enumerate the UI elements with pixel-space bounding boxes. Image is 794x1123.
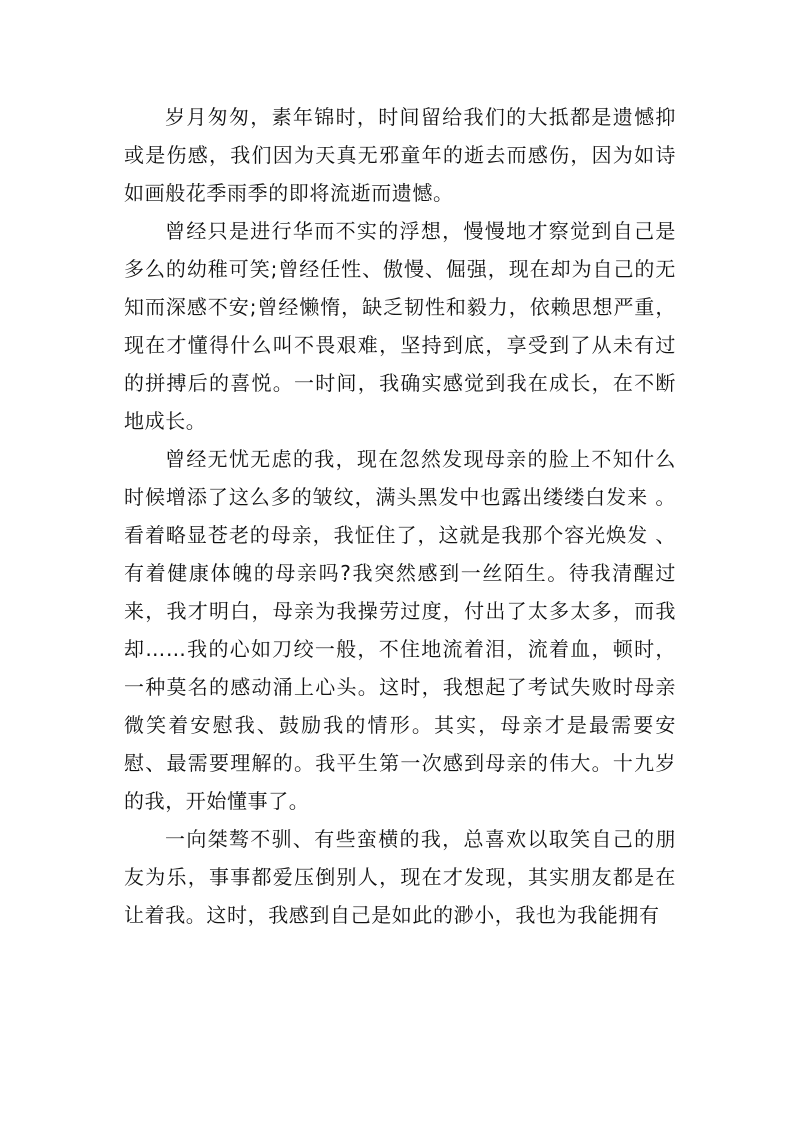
paragraph-2: 曾经只是进行华而不实的浮想，慢慢地才察觉到自己是多么的幼稚可笑;曾经任性、傲慢、倔强，现在却为自己的无知而深感不安;曾经懒惰，缺乏韧性和毅力，依赖思想严重，现在才懂得什么叫不畏艰难，坚持到底，享受到了从未有过的拼搏后的喜悦。一时间，我确实感觉到我在成长，在不断地成长。 xyxy=(124,219,676,433)
paragraph-4: 一向桀骜不驯、有些蛮横的我，总喜欢以取笑自己的朋友为乐，事事都爱压倒别人，现在才发现，其实朋友都是在让着我。这时，我感到自己是如此的渺小，我也为我能拥有 xyxy=(124,827,676,927)
essay-body xyxy=(124,98,676,934)
paragraph-1: 岁月匆匆，素年锦时，时间留给我们的大抵都是遗憾抑或是伤感，我们因为天真无邪童年的逝去而感伤，因为如诗如画般花季雨季的即将流逝而遗憾。 xyxy=(124,105,676,205)
paragraph-3: 曾经无忧无虑的我，现在忽然发现母亲的脸上不知什么时候增添了这么多的皱纹，满头黑发中也露出缕缕白发来 。看着略显苍老的母亲，我怔住了，这就是我那个容光焕发 、有着健康体魄的母亲吗?我突然感到一丝陌生。待我清醒过来，我才明白，母亲为我操劳过度，付出了太多太多，而我却……我的心如刀绞一般，不住地流着泪，流着血，顿时，一种莫名的感动涌上心头。这时，我想起了考试失败时母亲微笑着安慰我、鼓励我的情形。其实，母亲才是最需要安慰、最需要理解的。我平生第一次感到母亲的伟大。十九岁的我，开始懂事了。 xyxy=(124,447,676,813)
